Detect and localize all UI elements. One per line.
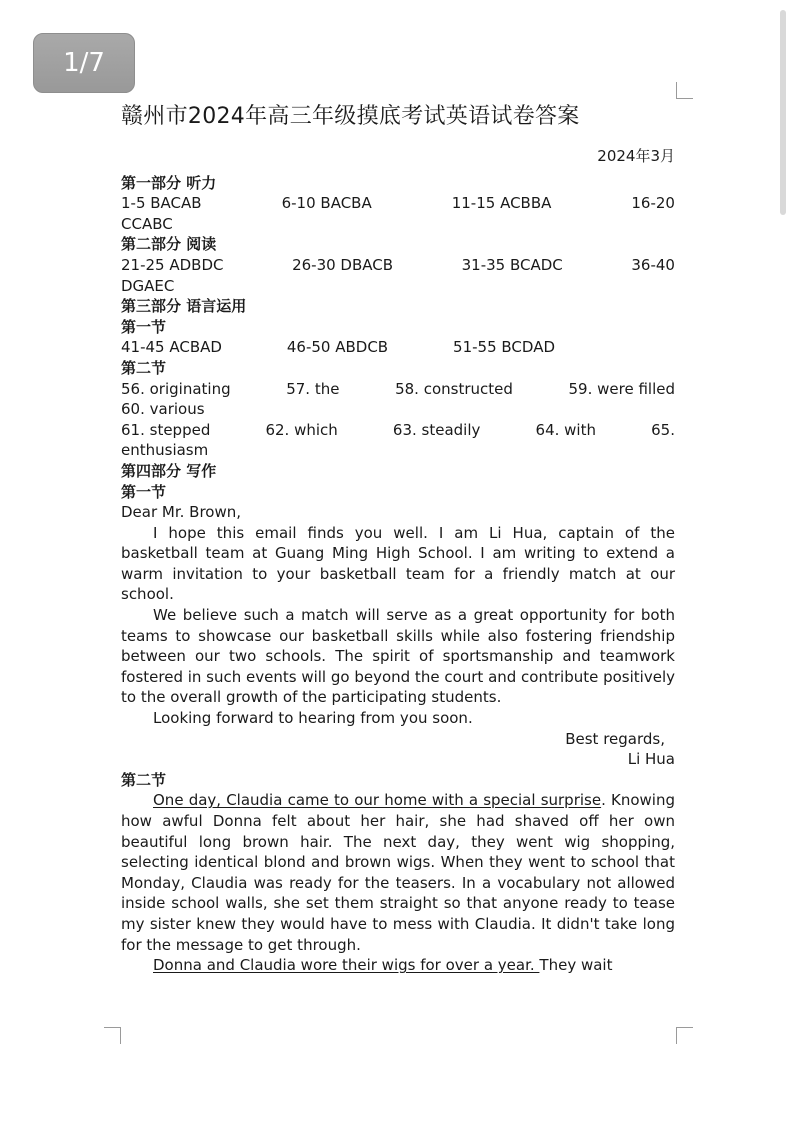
answer-group: 16-20 bbox=[631, 194, 675, 213]
answer-group: 46-50 ABDCB bbox=[286, 338, 389, 357]
answer-item: 57. the bbox=[286, 379, 340, 398]
vertical-scrollbar[interactable] bbox=[780, 10, 786, 215]
crop-mark-bottom-left bbox=[104, 1027, 121, 1044]
answer-item: 64. with bbox=[535, 420, 596, 439]
underlined-sentence: One day, Claudia came to our home with a special surprise bbox=[153, 791, 602, 810]
part3-section1-answers bbox=[121, 337, 675, 358]
answer-item: 62. which bbox=[265, 420, 338, 439]
part3-section2-answers-row2: 60. various bbox=[121, 400, 205, 419]
part4-heading: 第四部分 写作 bbox=[121, 461, 217, 480]
part2-heading: 第二部分 阅读 bbox=[121, 235, 217, 254]
crop-mark-bottom-right bbox=[676, 1027, 693, 1044]
document-date: 2024年3月 bbox=[597, 147, 675, 165]
part1-answers-row bbox=[121, 193, 675, 214]
story-paragraph-1 bbox=[121, 790, 675, 955]
part3-section1-heading: 第一节 bbox=[121, 317, 167, 336]
answer-item: 59. were filled bbox=[568, 379, 675, 398]
letter-paragraph-2: We believe such a match will serve as a great opportunity for both teams to showcase our basketball skills while also fostering friendship between our two schools. The spirit of sportsmanship and teamwork fostered in such events will go beyond the court and contribute positively to the overall growth of the participating students. bbox=[121, 606, 675, 707]
letter-paragraph-3: Looking forward to hearing from you soon. bbox=[153, 709, 473, 728]
part4-section2-heading: 第二节 bbox=[121, 770, 167, 789]
answer-item: 65. bbox=[651, 420, 675, 439]
part3-section2-heading: 第二节 bbox=[121, 358, 167, 377]
answer-group: 1-5 BACAB bbox=[121, 194, 202, 213]
letter-signature: Li Hua bbox=[627, 750, 675, 769]
letter-salutation: Dear Mr. Brown, bbox=[121, 503, 242, 522]
part1-answers-cont: CCABC bbox=[121, 214, 173, 233]
part3-heading: 第三部分 语言运用 bbox=[121, 297, 247, 316]
answer-item: 63. steadily bbox=[392, 420, 481, 439]
story-text: They wait bbox=[539, 956, 613, 975]
part4-section1-heading: 第一节 bbox=[121, 482, 167, 501]
answer-group: 26-30 DBACB bbox=[292, 255, 394, 274]
answer-group: 21-25 ADBDC bbox=[121, 255, 224, 274]
story-text: . Knowing how awful Donna felt about her hair, she had shaved off her own beautiful long brown hair. The next day, they went wig shopping, selecting identical blond and brown wigs. When they went to school that Monday, Claudia was ready for the teasers. In a vocabulary not allowed inside school walls, she set them straight so that anyone ready to tease my sister knew they would have to mess with Claudia. It didn't take long for the message to get through. bbox=[121, 791, 675, 954]
document-page bbox=[121, 100, 675, 976]
answer-group: 51-55 BCDAD bbox=[453, 338, 555, 357]
part3-section2-answers-row1 bbox=[121, 379, 675, 400]
answer-item: 61. stepped bbox=[121, 420, 211, 439]
answer-item: 58. constructed bbox=[395, 379, 513, 398]
answer-item: 56. originating bbox=[121, 379, 231, 398]
crop-mark-top-right bbox=[676, 82, 693, 99]
part2-answers-row bbox=[121, 255, 675, 276]
part2-answers-cont: DGAEC bbox=[121, 276, 175, 295]
story-paragraph-2 bbox=[121, 955, 675, 976]
part1-heading: 第一部分 听力 bbox=[121, 173, 217, 192]
page-indicator: 1/7 bbox=[33, 33, 135, 93]
answer-group: 6-10 BACBA bbox=[281, 194, 372, 213]
part3-section2-answers-row3 bbox=[121, 420, 675, 441]
document-title: 赣州市2024年高三年级摸底考试英语试卷答案 bbox=[121, 104, 580, 129]
answer-group: 11-15 ACBBA bbox=[451, 194, 552, 213]
answer-group: 36-40 bbox=[631, 255, 675, 274]
underlined-sentence: Donna and Claudia wore their wigs for over a year. bbox=[153, 956, 540, 975]
answer-group: 31-35 BCADC bbox=[461, 255, 563, 274]
part3-section2-answers-row4: enthusiasm bbox=[121, 441, 209, 460]
letter-closing: Best regards, bbox=[565, 729, 665, 748]
answer-group: 41-45 ACBAD bbox=[121, 338, 222, 357]
letter-paragraph-1: I hope this email finds you well. I am Li Hua, captain of the basketball team at Guang Ming High School. I am writing to extend a warm invitation to your basketball team for a friendly match at our school. bbox=[121, 523, 675, 604]
